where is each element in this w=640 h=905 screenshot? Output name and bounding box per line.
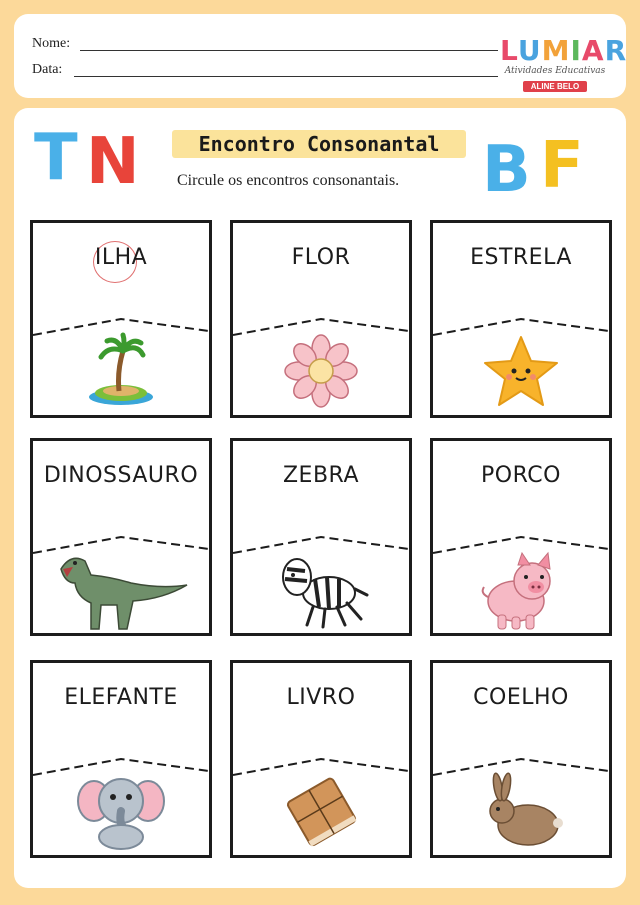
card-estrela[interactable] bbox=[430, 220, 612, 418]
lumiar-logo: LUMIAR Atividades Educativas ALINE BELO bbox=[500, 34, 628, 91]
decor-letter-n: N bbox=[86, 125, 140, 199]
logo-ribbon: ALINE BELO bbox=[523, 81, 587, 92]
card-word: PORCO bbox=[481, 463, 561, 488]
rabbit-icon bbox=[433, 771, 609, 851]
zebra-icon bbox=[233, 549, 409, 629]
card-porco[interactable] bbox=[430, 438, 612, 636]
card-coelho[interactable] bbox=[430, 660, 612, 858]
instruction-text: Circule os encontros consonantais. bbox=[177, 172, 400, 189]
logo-subtitle: Atividades Educativas bbox=[504, 66, 606, 76]
card-word: ILHA bbox=[94, 245, 148, 270]
name-label: Nome: bbox=[32, 36, 71, 51]
star-icon bbox=[433, 331, 609, 411]
worksheet-title: Encontro Consonantal bbox=[172, 130, 466, 158]
card-flor[interactable] bbox=[230, 220, 412, 418]
date-label: Data: bbox=[32, 62, 63, 77]
book-icon bbox=[233, 771, 409, 851]
card-dinossauro[interactable] bbox=[30, 438, 212, 636]
card-word: ZEBRA bbox=[282, 463, 359, 488]
name-field[interactable] bbox=[32, 36, 70, 52]
card-word: COELHO bbox=[473, 685, 569, 710]
card-word: DINOSSAURO bbox=[43, 463, 199, 488]
decor-letter-f: F bbox=[540, 129, 584, 203]
card-word: ESTRELA bbox=[470, 245, 572, 270]
palm-island-icon bbox=[33, 331, 209, 411]
card-elefante[interactable] bbox=[30, 660, 212, 858]
flower-icon bbox=[233, 331, 409, 411]
card-livro[interactable] bbox=[230, 660, 412, 858]
card-zebra[interactable] bbox=[230, 438, 412, 636]
card-ilha[interactable] bbox=[30, 220, 212, 418]
card-word: FLOR bbox=[291, 245, 351, 270]
decor-letter-t: T bbox=[34, 121, 78, 195]
decor-letter-b: B bbox=[482, 133, 531, 207]
card-word: ELEFANTE bbox=[64, 685, 178, 710]
date-field[interactable] bbox=[32, 62, 62, 78]
name-line[interactable] bbox=[80, 50, 498, 51]
dinosaur-icon bbox=[33, 549, 209, 629]
elephant-icon bbox=[33, 771, 209, 851]
pig-icon bbox=[433, 549, 609, 629]
card-word: LIVRO bbox=[286, 685, 356, 710]
header-card bbox=[14, 14, 626, 98]
date-line[interactable] bbox=[74, 76, 498, 77]
